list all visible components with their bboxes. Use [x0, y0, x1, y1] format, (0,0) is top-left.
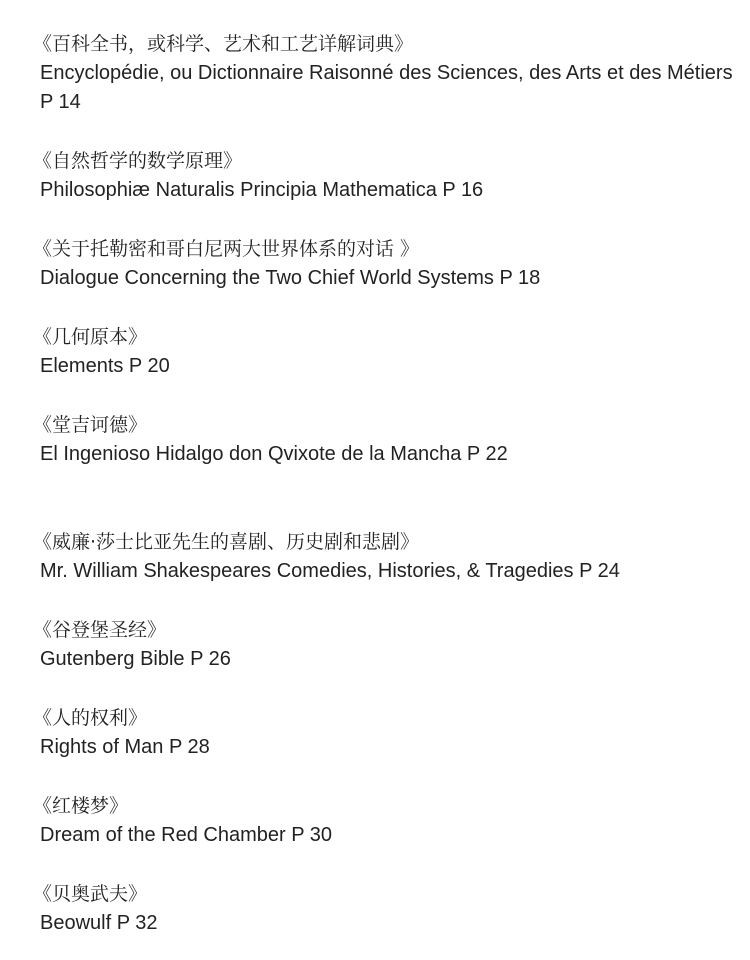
book-entry-don-quixote: [33, 411, 750, 469]
book-entry-beowulf: [33, 880, 750, 938]
book-title-original-with-page: Dialogue Concerning the Two Chief World Systems P 18: [40, 267, 541, 289]
book-entry-dialogue: [33, 235, 750, 293]
book-entry-shakespeare: [33, 528, 750, 586]
book-title-chinese: 《谷登堡圣经》: [33, 619, 167, 641]
book-title-original-with-page: Beowulf P 32: [40, 912, 158, 934]
book-title-original-with-page: Dream of the Red Chamber P 30: [40, 824, 333, 846]
book-title-chinese: 《贝奥武夫》: [33, 883, 148, 905]
book-entry-principia: [33, 147, 750, 205]
book-title-chinese: 《百科全书，或科学、艺术和工艺详解词典》: [33, 33, 414, 55]
book-entry-red-chamber: [33, 792, 750, 850]
book-entry-encyclopedie: [33, 30, 750, 117]
book-title-original-with-page: Philosophiæ Naturalis Principia Mathematica P 16: [40, 179, 484, 201]
book-list: [33, 30, 750, 938]
book-title-chinese: 《威廉·莎士比亚先生的喜剧、历史剧和悲剧》: [33, 531, 420, 553]
book-entry-rights-of-man: [33, 704, 750, 762]
book-title-original-with-page: El Ingenioso Hidalgo don Qvixote de la Mancha P 22: [40, 443, 508, 465]
book-title-chinese: 《人的权利》: [33, 707, 148, 729]
book-title-original-with-page: Rights of Man P 28: [40, 736, 210, 758]
book-title-chinese: 《红楼梦》: [33, 795, 129, 817]
book-entry-elements: [33, 323, 750, 381]
book-title-original-with-page: Mr. William Shakespeares Comedies, Histories, & Tragedies P 24: [40, 560, 620, 582]
book-title-original-with-page: Elements P 20: [40, 355, 170, 377]
book-entry-gutenberg-bible: [33, 616, 750, 674]
book-title-original-with-page: Gutenberg Bible P 26: [40, 648, 231, 670]
book-title-original-with-page: Encyclopédie, ou Dictionnaire Raisonné des Sciences, des Arts et des Métiers P 14: [40, 62, 733, 113]
book-title-chinese: 《关于托勒密和哥白尼两大世界体系的对话 》: [33, 238, 420, 260]
book-title-chinese: 《几何原本》: [33, 326, 148, 348]
book-title-chinese: 《自然哲学的数学原理》: [33, 150, 243, 172]
book-title-chinese: 《堂吉诃德》: [33, 414, 148, 436]
